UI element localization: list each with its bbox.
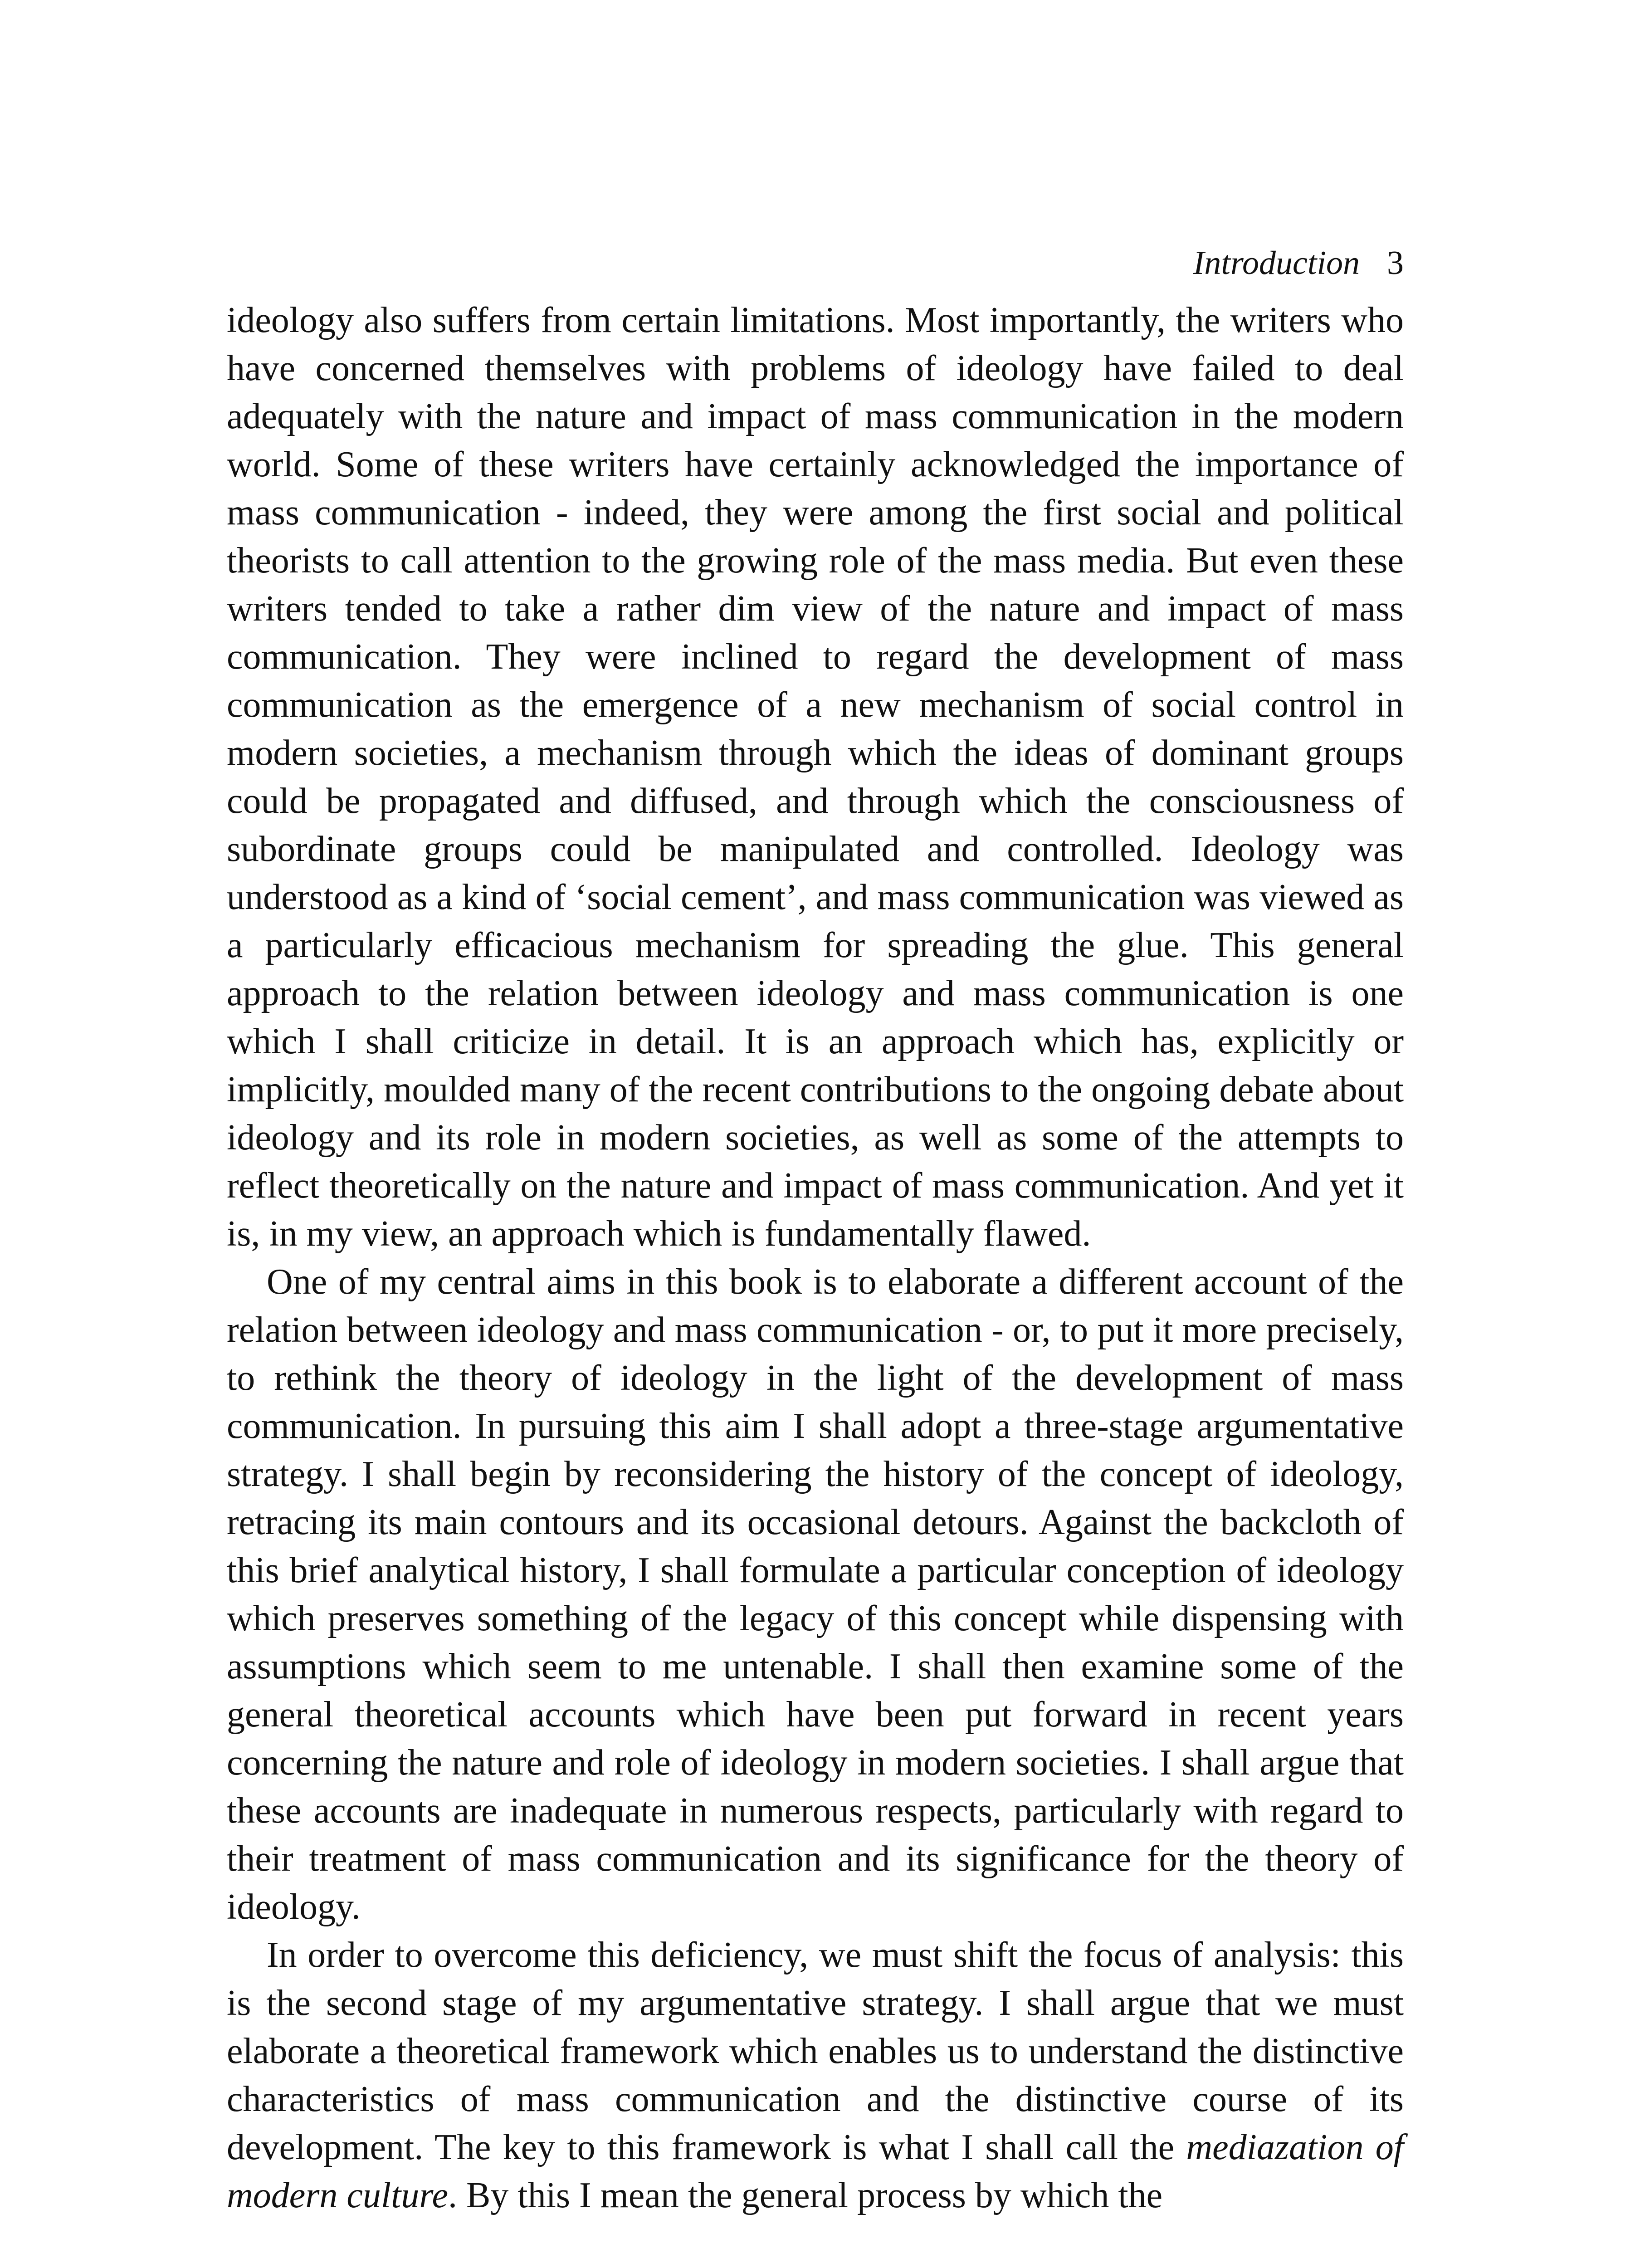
paragraph-3 bbox=[227, 1931, 1404, 2219]
paragraph-2: One of my central aims in this book is to elaborate a different account of the relation between ideology and mass communication - or, to put it more precisely, to rethink the theory of ideology in the light of the development of mass communication. In pursuing this aim I shall adopt a three-stage argumentative strategy. I shall begin by reconsidering the history of the concept of ideology, retracing its main contours and its occasional detours. Against the backcloth of this brief analytical history, I shall formulate a particular conception of ideology which preserves something of the legacy of this concept while dispensing with assumptions which seem to me untenable. I shall then examine some of the general theoretical accounts which have been put forward in recent years concerning the nature and role of ideology in modern societies. I shall argue that these accounts are inadequate in numerous respects, particularly with regard to their treatment of mass communication and its significance for the theory of ideology. bbox=[227, 1262, 1404, 1927]
paragraph-3-emphasis: mediazation of modern culture bbox=[227, 2127, 1404, 2215]
paragraph-3-text-before: In order to overcome this deficiency, we must shift the focus of analysis: this is the second stage of my argumentative strategy. I shall argue that we must elaborate a theoretical framework which enables us to understand the distinctive characteristics of mass communication and the distinctive course of its development. The key to this framework is what I shall call the bbox=[227, 1935, 1404, 2167]
paragraph-1: ideology also suffers from certain limitations. Most importantly, the writers who have concerned themselves with problems of ideology have failed to deal adequately with the nature and impact of mass communication in the modern world. Some of these writers have certainly acknowledged the importance of mass communication - indeed, they were among the first social and political theorists to call attention to the growing role of the mass media. But even these writers tended to take a rather dim view of the nature and impact of mass communication. They were inclined to regard the development of mass communication as the emergence of a new mechanism of social control in modern societies, a mechanism through which the ideas of dominant groups could be propagated and diffused, and through which the consciousness of subordinate groups could be manipulated and controlled. Ideology was understood as a kind of ‘social cement’, and mass communication was viewed as a particularly efficacious mechanism for spreading the glue. This general approach to the relation between ideology and mass communication is one which I shall criticize in detail. It is an approach which has, explicitly or implicitly, moulded many of the recent contributions to the ongoing debate about ideology and its role in modern societies, as well as some of the attempts to reflect theoretically on the nature and impact of mass communication. And yet it is, in my view, an approach which is fundamentally flawed. bbox=[227, 300, 1404, 1254]
body-text bbox=[227, 296, 1404, 2219]
running-head bbox=[227, 240, 1404, 286]
page-number: 3 bbox=[1387, 244, 1404, 282]
paragraph-3-text-after: . By this I mean the general process by which the bbox=[448, 2175, 1163, 2215]
running-head-title: Introduction bbox=[1193, 244, 1360, 282]
